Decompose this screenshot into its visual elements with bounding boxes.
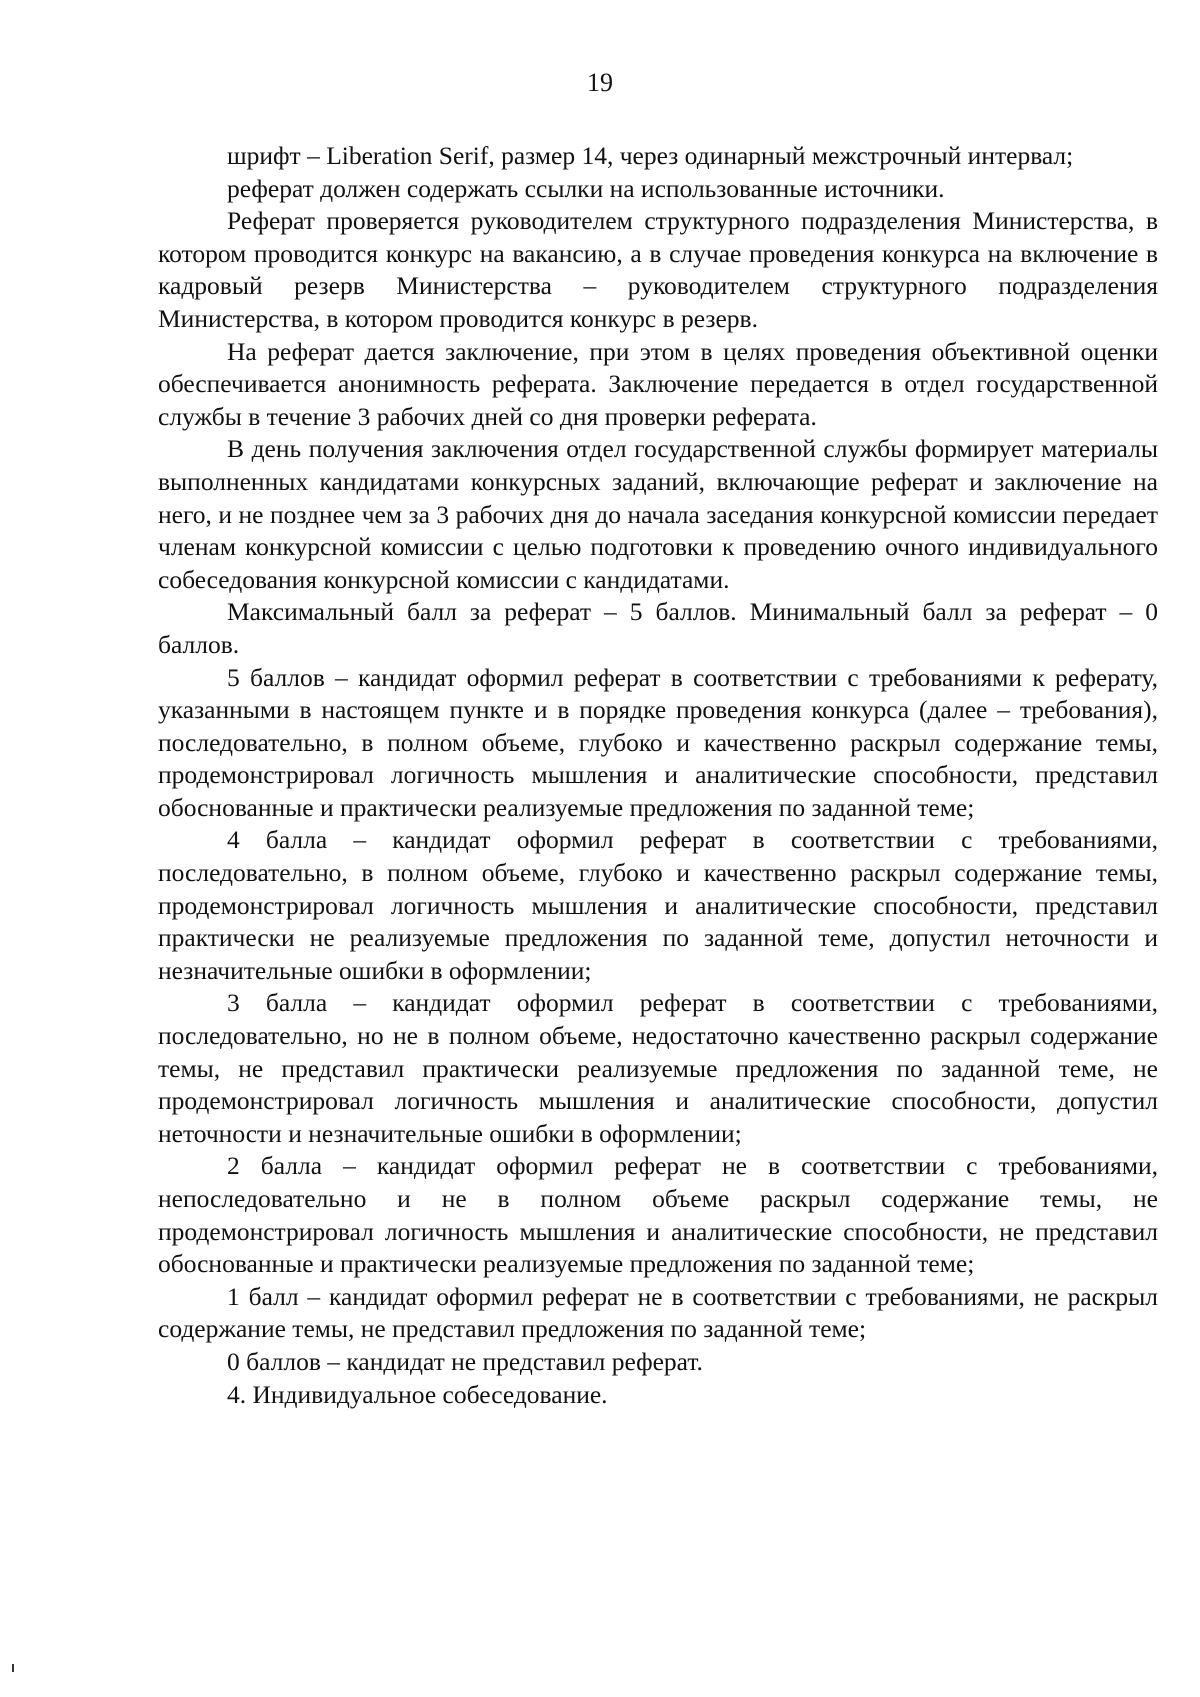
paragraph-materials-transfer: В день получения заключения отдел государственной службы формирует материалы выполненных кандидатами конкурсных заданий, включающие реферат и заключение на него, и не позднее чем за 3 рабочих дня до начала заседания конкурсной комиссии передает членам конкурсной комиссии с целью подготовки к проведению очного индивидуального собеседования конкурсной комиссии с кандидатами. [158,434,1158,594]
paragraph-essay-review: Реферат проверяется руководителем структурного подразделения Министерства, в котором проводится конкурс на вакансию, а в случае проведения конкурса на включение в кадровый резерв Министерства – руководителем структурного подразделения Министерства, в котором проводится конкурс в резерв. [158,206,1158,333]
paragraph-score-4: 4 балла – кандидат оформил реферат в соответствии с требованиями, последовательно, в полном объеме, глубоко и качественно раскрыл содержание темы, продемонстрировал логичность мышления и аналитические способности, представил практически не реализуемые предложения по заданной теме, допустил неточности и незначительные ошибки в оформлении; [158,825,1158,985]
document-body [158,140,1158,1411]
scan-artifact [12,1664,14,1672]
paragraph-score-5: 5 баллов – кандидат оформил реферат в соответствии с требованиями к реферату, указанными в настоящем пункте и в порядке проведения конкурса (далее – требования), последовательно, в полном объеме, глубоко и качественно раскрыл содержание темы, продемонстрировал логичность мышления и аналитические способности, представил обоснованные и практически реализуемые предложения по заданной теме; [158,662,1158,822]
paragraph-score-range: Максимальный балл за реферат – 5 баллов. Минимальный балл за реферат – 0 баллов. [158,597,1158,659]
paragraph-essay-conclusion: На реферат дается заключение, при этом в целях проведения объективной оценки обеспечивается анонимность реферата. Заключение передается в отдел государственной службы в течение 3 рабочих дней со дня проверки реферата. [158,336,1158,431]
paragraph-score-0: 0 баллов – кандидат не представил реферат. [227,1346,703,1376]
paragraph-score-2: 2 балла – кандидат оформил реферат не в соответствии с требованиями, непоследовательно и не в полном объеме раскрыл содержание темы, не продемонстрировал логичность мышления и аналитические способности, не представил обоснованные и практически реализуемые предложения по заданной теме; [158,1151,1158,1279]
section-heading-interview: 4. Индивидуальное собеседование. [227,1379,608,1409]
page-number: 19 [587,68,613,97]
paragraph-sources-requirement: реферат должен содержать ссылки на использованные источники. [227,173,945,203]
paragraph-score-3: 3 балла – кандидат оформил реферат в соответствии с требованиями, последовательно, но не в полном объеме, недостаточно качественно раскрыл содержание темы, не представил практически реализуемые предложения по заданной теме, не продемонстрировал логичность мышления и аналитические способности, допустил неточности и незначительные ошибки в оформлении; [158,988,1158,1148]
paragraph-font-requirement: шрифт – Liberation Serif, размер 14, через одинарный межстрочный интервал; [227,141,1074,170]
paragraph-score-1: 1 балл – кандидат оформил реферат не в соответствии с требованиями, не раскрыл содержание темы, не представил предложения по заданной теме; [158,1281,1158,1344]
